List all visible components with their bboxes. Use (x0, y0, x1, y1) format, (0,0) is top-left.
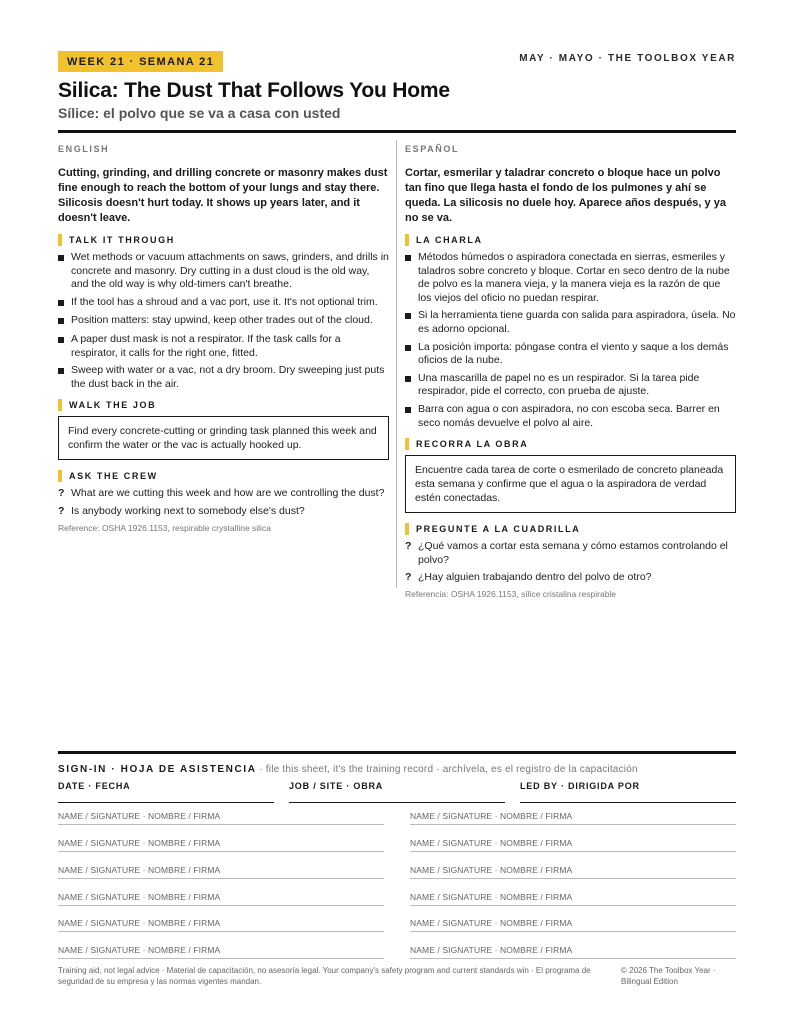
ask-heading-en (58, 470, 389, 482)
list-item: Sweep with water or a vac, not a dry broom. Dry sweeping just puts the dust back in the air. (58, 364, 389, 391)
week-badge: WEEK 21 · SEMANA 21 (58, 51, 223, 72)
led-by-field[interactable]: LED BY · DIRIGIDA POR (520, 781, 736, 803)
talk-heading-en (58, 234, 389, 246)
reference-es: Referencia: OSHA 1926.1153, sílice cristalina respirable (405, 588, 617, 599)
bullet-square-icon (58, 364, 71, 391)
bullet-square-icon (405, 309, 418, 336)
bullet-square-icon (405, 372, 418, 399)
signature-line[interactable]: NAME / SIGNATURE · NOMBRE / FIRMA (410, 918, 736, 932)
bullet-square-icon (58, 251, 71, 292)
question-mark-icon: ? (405, 571, 412, 584)
page-title: Silica: The Dust That Follows You Home (58, 79, 450, 102)
bullet-square-icon (405, 251, 418, 305)
ask-heading-text-es: PREGUNTE A LA CUADRILLA (416, 524, 581, 535)
signature-line[interactable]: NAME / SIGNATURE · NOMBRE / FIRMA (410, 838, 736, 852)
question-item: ? Is anybody working next to somebody else's dust? (58, 504, 305, 517)
walk-heading-text-es: RECORRA LA OBRA (416, 439, 529, 450)
list-item: If the tool has a shroud and a vac port, use it. It's not optional trim. (58, 296, 389, 311)
list-item: Si la herramienta tiene guarda con salida para aspiradora, úsela. No es adorno opcional. (405, 309, 736, 336)
talk-heading-text-es: LA CHARLA (416, 235, 483, 245)
english-column (58, 144, 389, 533)
talk-list-es (405, 251, 736, 430)
signature-line[interactable]: NAME / SIGNATURE · NOMBRE / FIRMA (58, 945, 384, 959)
heading-accent-bar (405, 438, 409, 450)
talk-heading-text-en: TALK IT THROUGH (69, 235, 175, 245)
list-item: Métodos húmedos o aspiradora conectada en sierras, esmeriles y taladros sobre concreto y bloque. Cortar en seco dentro de la nube de polvo es la manera vieja, y la manera vieja es la razón de que los viejos del oficio no puedan respirar. (405, 251, 736, 305)
bullet-square-icon (58, 333, 71, 360)
header-rule (58, 130, 736, 133)
walk-heading-text-en: WALK THE JOB (69, 400, 157, 411)
signin-heading: SIGN-IN · HOJA DE ASISTENCIA (58, 764, 257, 775)
signature-line[interactable]: NAME / SIGNATURE · NOMBRE / FIRMA (58, 918, 384, 932)
list-item: Una mascarilla de papel no es un respirador. Si la tarea pide respirador, pide el correcto, con prueba de ajuste. (405, 372, 736, 399)
ask-list-es (405, 540, 736, 585)
signature-line[interactable]: NAME / SIGNATURE · NOMBRE / FIRMA (410, 945, 736, 959)
signin-note: · file this sheet, it's the training record · archívela, es el registro de la capacitación (259, 764, 638, 775)
question-item: ? What are we cutting this week and how are we controlling the dust? (58, 487, 385, 500)
footer-disclaimer: Training aid, not legal advice · Material de capacitación, no asesoría legal. Your company's safety program and current standards win · El programa de seguridad de su empresa y las normas vigentes mandan. (58, 966, 591, 986)
job-site-field[interactable]: JOB / SITE · OBRA (289, 781, 505, 803)
signature-line[interactable]: NAME / SIGNATURE · NOMBRE / FIRMA (410, 865, 736, 879)
signature-line[interactable]: NAME / SIGNATURE · NOMBRE / FIRMA (58, 892, 384, 906)
walk-heading-es (405, 438, 736, 450)
walk-heading-en (58, 399, 389, 411)
heading-accent-bar (405, 234, 409, 246)
toolbox-talk-sheet (58, 0, 736, 1028)
signin-rule (58, 751, 736, 754)
date-field[interactable]: DATE · FECHA (58, 781, 274, 803)
bullet-square-icon (58, 314, 71, 329)
signature-line[interactable]: NAME / SIGNATURE · NOMBRE / FIRMA (58, 865, 384, 879)
signature-line[interactable]: NAME / SIGNATURE · NOMBRE / FIRMA (58, 838, 384, 852)
spanish-label: ESPAÑOL (405, 144, 460, 154)
talk-list-en (58, 251, 389, 391)
bullet-square-icon (405, 341, 418, 368)
list-item: Wet methods or vacuum attachments on saws, grinders, and drills in concrete and masonry. Dry cutting in a dust cloud is the old way, and the old way is why old-timers can't breathe. (58, 251, 389, 292)
english-label: ENGLISH (58, 144, 110, 154)
question-mark-icon: ? (58, 504, 65, 517)
question-item: ? ¿Qué vamos a cortar esta semana y cómo estamos controlando el polvo? (405, 540, 728, 566)
bullet-square-icon (405, 403, 418, 430)
signature-line[interactable]: NAME / SIGNATURE · NOMBRE / FIRMA (58, 811, 384, 825)
walk-box-es: Encuentre cada tarea de corte o esmerilado de concreto planeada esta semana y confirme que el agua o la aspiradora de verdad estén conectadas. (405, 455, 736, 513)
list-item: Position matters: stay upwind, keep other trades out of the cloud. (58, 314, 389, 329)
spanish-column (405, 144, 736, 599)
footer-copyright: © 2026 The Toolbox Year · Bilingual Edition (621, 966, 716, 986)
reference-en: Reference: OSHA 1926.1153, respirable crystalline silica (58, 522, 271, 533)
heading-accent-bar (58, 470, 62, 482)
column-divider (396, 140, 397, 588)
heading-accent-bar (405, 523, 409, 535)
series-label: MAY · MAYO · THE TOOLBOX YEAR (519, 53, 736, 64)
talk-heading-es (405, 234, 736, 246)
list-item: La posición importa: póngase contra el viento y saque a los demás oficios de la nube. (405, 341, 736, 368)
question-mark-icon: ? (405, 540, 412, 553)
signature-line[interactable]: NAME / SIGNATURE · NOMBRE / FIRMA (410, 892, 736, 906)
english-intro: Cutting, grinding, and drilling concrete or masonry makes dust fine enough to reach the bottom of your lungs and stay there. Silicosis doesn't hurt today. It shows up years later, and it doesn't leave. (58, 167, 388, 224)
question-item: ? ¿Hay alguien trabajando dentro del polvo de otro? (405, 571, 652, 584)
signature-line[interactable]: NAME / SIGNATURE · NOMBRE / FIRMA (410, 811, 736, 825)
question-mark-icon: ? (58, 487, 65, 500)
heading-accent-bar (58, 399, 62, 411)
bullet-square-icon (58, 296, 71, 311)
ask-list-en (58, 487, 389, 518)
spanish-intro: Cortar, esmerilar y taladrar concreto o bloque hace un polvo tan fino que llega hasta el fondo de los pulmones y ahí se queda. La silicosis no duele hoy. Aparece años después, y ya no se va. (405, 167, 726, 224)
walk-box-en: Find every concrete-cutting or grinding task planned this week and confirm the water or the vac is actually hooked up. (58, 416, 389, 460)
signin-title (58, 764, 638, 775)
page-subtitle: Sílice: el polvo que se va a casa con usted (58, 105, 341, 121)
list-item: A paper dust mask is not a respirator. If the task calls for a respirator, it calls for the right one, fitted. (58, 333, 389, 360)
ask-heading-text-en: ASK THE CREW (69, 471, 158, 482)
list-item: Barra con agua o con aspiradora, no con escoba seca. Barrer en seco nomás devuelve el polvo al aire. (405, 403, 736, 430)
ask-heading-es (405, 523, 736, 535)
heading-accent-bar (58, 234, 62, 246)
